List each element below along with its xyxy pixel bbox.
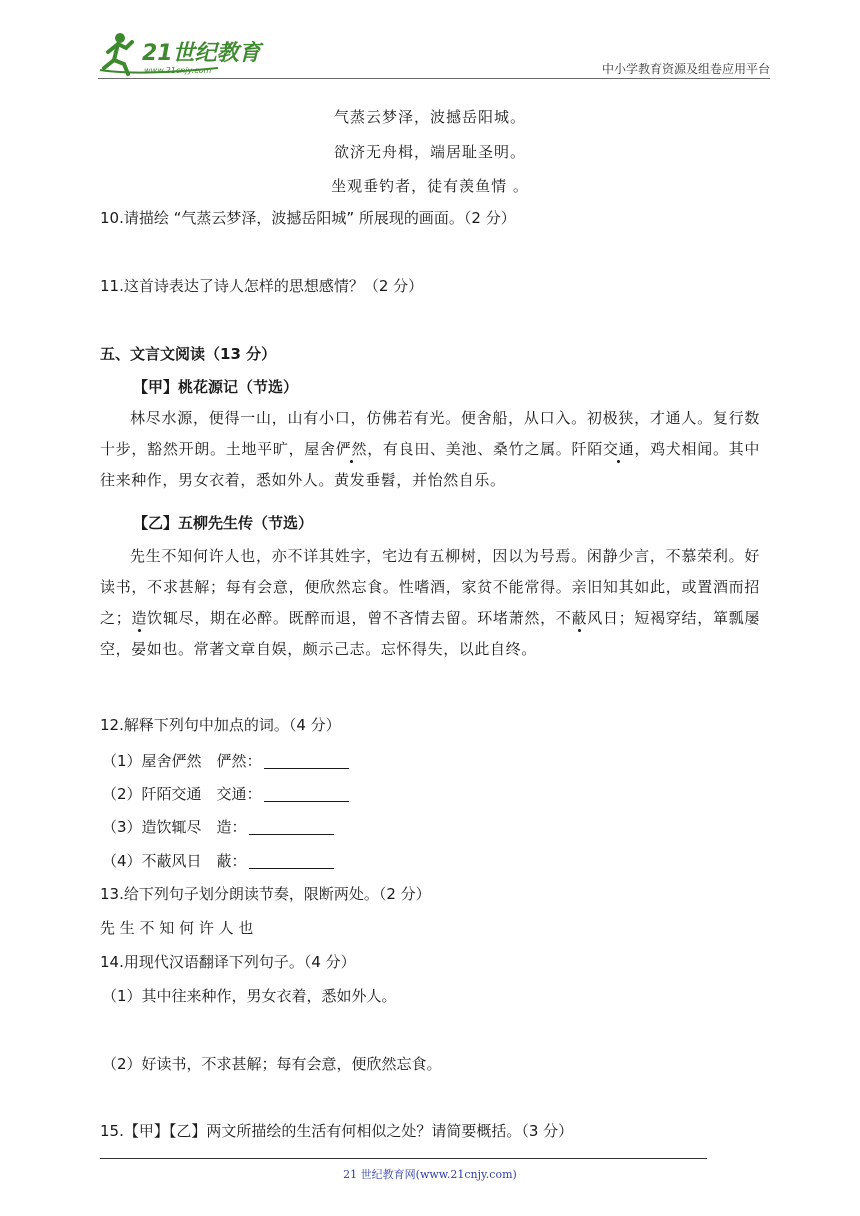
passage-jia	[100, 403, 760, 496]
question-14: 14.用现代汉语翻译下列句子。（4 分）	[100, 953, 356, 971]
q12-item-4: （4）不蔽风日 蔽：	[102, 850, 334, 871]
q14-item-2: （2）好读书，不求甚解；每有会意，便欣然忘食。	[102, 1055, 442, 1073]
question-10: 10.请描绘 “气蒸云梦泽，波撼岳阳城” 所展现的画面。（2 分）	[100, 209, 516, 227]
answer-blank[interactable]	[264, 786, 349, 802]
passage-yi-title: 【乙】五柳先生传（节选）	[133, 514, 314, 532]
dotted-word: 交通	[602, 440, 635, 458]
logo-text: 21世纪教育	[142, 41, 261, 66]
passage-jia-text-2: ，有良田、美池、桑竹之属。阡陌	[367, 440, 603, 458]
question-12: 12.解释下列句中加点的词。（4 分）	[100, 716, 341, 734]
answer-blank[interactable]	[249, 819, 334, 835]
q12-item-3: （3）造饮辄尽 造：	[102, 816, 334, 837]
question-11: 11.这首诗表达了诗人怎样的思想感情？（2 分）	[100, 277, 424, 295]
q14-item-1: （1）其中往来种作，男女衣着，悉如外人。	[102, 987, 397, 1005]
runner-logo-icon	[98, 30, 268, 78]
dotted-word: 俨然	[335, 440, 368, 458]
answer-blank[interactable]	[249, 853, 334, 869]
logo-url: www.21cnjy.com	[144, 66, 212, 75]
answer-blank[interactable]	[264, 753, 349, 769]
q13-sentence: 先 生 不 知 何 许 人 也	[100, 919, 254, 937]
question-13: 13.给下列句子划分朗读节奏，限断两处。（2 分）	[100, 885, 431, 903]
site-logo[interactable]	[98, 30, 268, 78]
dotted-word: 造	[131, 609, 148, 627]
passage-yi-text-3: 风日；短褐穿结，箪瓢屡空，晏如也。常著文章自娱，颇示己志。忘怀得失，以此自终。	[100, 609, 760, 658]
dotted-word: 蔽	[571, 609, 588, 627]
passage-yi	[100, 541, 760, 665]
passage-jia-title: 【甲】桃花源记（节选）	[133, 378, 299, 396]
q12-item-2: （2）阡陌交通 交通：	[102, 783, 349, 804]
passage-yi-text-1: 先生不知何许人也，亦不详其姓字，宅边有五柳树，因以为号焉。闲静少言，不慕荣利。好读书，不求甚解；每有会意，便欣然忘食。性嗜酒，家贫不能常得。亲旧知其如此，或置酒而招之；	[100, 547, 760, 627]
footer-divider	[100, 1158, 707, 1159]
passage-yi-text-2: 饮辄尽，期在必醉。既醉而退，曾不吝情去留。环堵萧然，不	[147, 609, 572, 627]
poem-line-2: 欲济无舟楫，端居耻圣明。	[333, 143, 526, 161]
platform-name: 中小学教育资源及组卷应用平台	[601, 62, 770, 76]
page-header	[0, 0, 860, 82]
passage-jia-text-1: 林尽水源，便得一山，山有小口，仿佛若有光。便舍船，从口入。初极狭，才通人。复行数十步，豁然开朗。土地平旷，屋舍	[100, 409, 760, 458]
header-divider	[98, 78, 770, 79]
q12-item-1: （1）屋舍俨然 俨然：	[102, 750, 349, 771]
poem-line-3: 坐观垂钓者，徒有羡鱼情 。	[331, 177, 529, 195]
question-15: 15.【甲】【乙】两文所描绘的生活有何相似之处？请简要概括。（3 分）	[100, 1122, 574, 1140]
page-footer[interactable]: 21 世纪教育网(www.21cnjy.com)	[343, 1168, 517, 1181]
section-title: 五、文言文阅读（13 分）	[100, 345, 277, 363]
passage-jia-text-3: ，鸡犬相闻。其中往来种作，男女衣着，悉如外人。黄发垂髫，并怡然自乐。	[100, 440, 760, 489]
poem-line-1: 气蒸云梦泽，波撼岳阳城。	[333, 108, 526, 126]
